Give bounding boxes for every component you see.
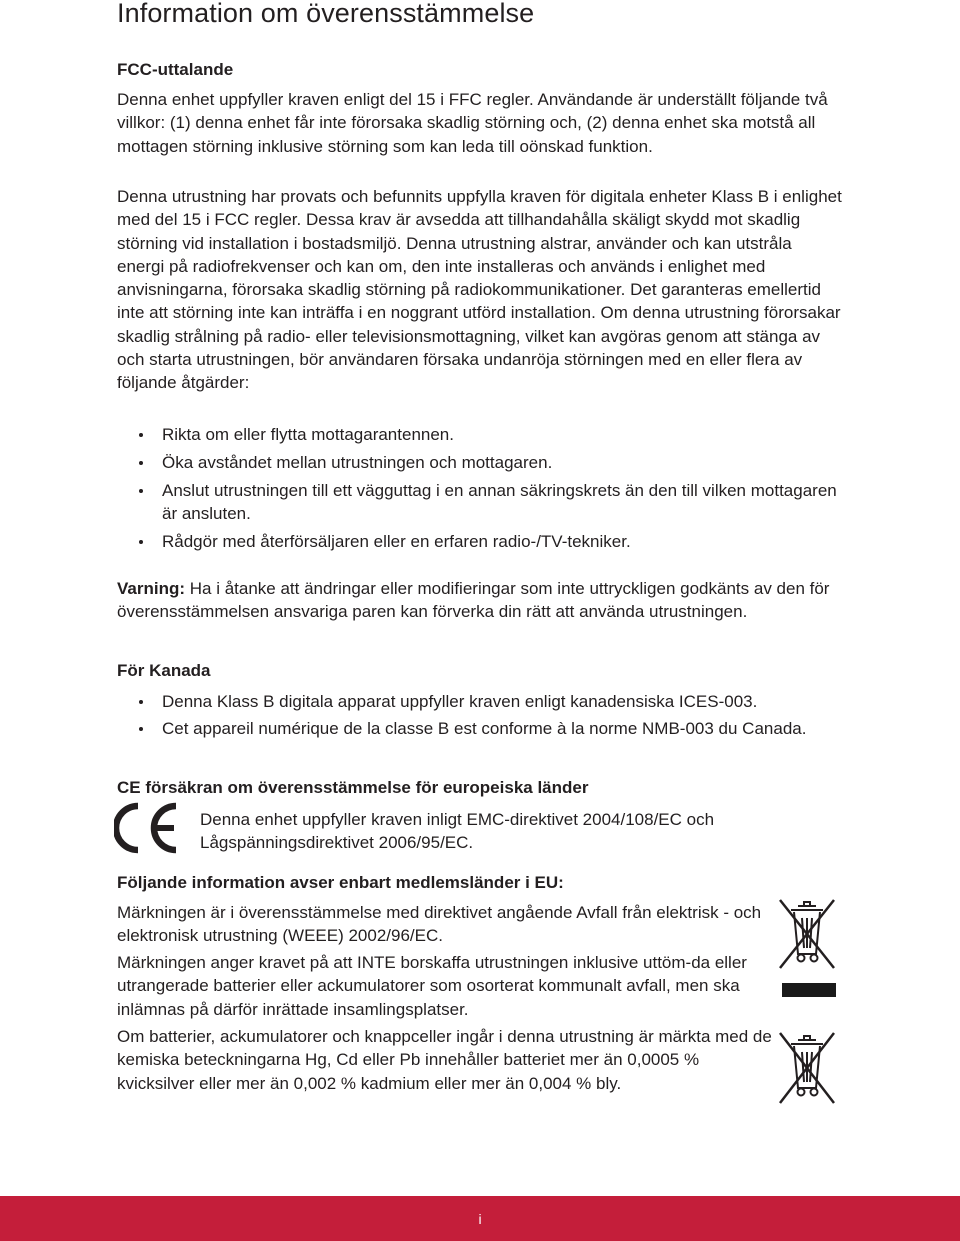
crossed-bin-icon: [776, 898, 838, 970]
eu-paragraph-2: Märkningen anger kravet på att INTE borskaffa utrustningen inklusive uttöm-da eller utrangerade batterier eller ackumulatorer som osorterat kommunalt avfall, men ska inlämnas på därför inrättade insamlingsplatser.: [117, 953, 747, 1019]
page-title: Information om överensstämmelse: [117, 0, 535, 28]
ce-mark-icon: [114, 802, 182, 854]
fcc-heading: FCC-uttalande: [117, 60, 234, 79]
fcc-paragraph-2: Denna utrustning har provats och befunnits uppfylla kraven för digitala enheter Klass B i enlighet med del 15 i FCC regler. Dessa krav är avsedda att tillhandahålla skäligt skydd mot skadlig störning vid installation i bostadsmiljö. Denna utrustning alstrar, använder och kan utstråla energi på radiofrekvenser och kan om, den inte installeras och används i enlighet med anvisningarna, förorsaka skadlig störning på radiokommunikationer. Det garanteras emellertid inte att störning inte kan inträffa i en noggrant utförd installation. Om denna utrustning förorsakar skadlig strålning på radio- eller televisionsmottagning, vilket kan avgöras genom att stänga av och starta utrustningen, bör användaren försaka undanröja störningen med en eller flera av följande åtgärder:: [117, 187, 842, 393]
fcc-measures-list: [117, 423, 842, 553]
fcc-paragraph-1: Denna enhet uppfyller kraven enligt del 15 i FFC regler. Användande är underställt följande två villkor: (1) denna enhet får inte förorsaka skadlig störning och, (2) denna enhet ska motstå all mottagen störning inklusive störning som kan leda till oönskad funktion.: [117, 90, 828, 156]
weee-separate-collection-bar: [782, 983, 836, 997]
eu-paragraph-1: Märkningen är i överensstämmelse med direktivet angående Avfall från elektrisk - och elektronisk utrustning (WEEE) 2002/96/EC.: [117, 903, 762, 946]
warning-paragraph: [117, 577, 842, 624]
page-number: i: [478, 1211, 482, 1227]
warning-text: Ha i åtanke att ändringar eller modifieringar som inte uttryckligen godkänts av den för överensstämmelsen ansvariga paren kan förverka din rätt att använda utrustningen.: [117, 579, 830, 622]
eu-paragraph-3: Om batterier, ackumulatorer och knappceller ingår i denna utrustning är märkta med de kemiska beteckningarna Hg, Cd eller Pb innehåller batteriet mer än 0,0005 % kvicksilver eller mer än 0,002 % kadmium eller mer än 0,004 % bly.: [117, 1027, 772, 1093]
list-item: Rådgör med återförsäljaren eller en erfaren radio-/TV-tekniker.: [117, 530, 842, 553]
list-item: Denna Klass B digitala apparat uppfyller kraven enligt kanadensiska ICES-003.: [117, 690, 842, 713]
list-item: Cet appareil numérique de la classe B est conforme à la norme NMB-003 du Canada.: [117, 717, 842, 740]
crossed-bin-icon: [776, 1030, 838, 1106]
canada-list: [117, 690, 842, 741]
list-item: Öka avståndet mellan utrustningen och mottagaren.: [117, 451, 842, 474]
list-item: Rikta om eller flytta mottagarantennen.: [117, 423, 842, 446]
warning-label: Varning:: [117, 579, 186, 598]
ce-text: Denna enhet uppfyller kraven inligt EMC-direktivet 2004/108/EC och Lågspänningsdirektivet 2006/95/EC.: [200, 810, 715, 853]
eu-heading: Följande information avser enbart medlemsländer i EU:: [117, 873, 564, 892]
ce-heading: CE försäkran om överensstämmelse för europeiska länder: [117, 778, 589, 797]
canada-heading: För Kanada: [117, 661, 211, 680]
list-item: Anslut utrustningen till ett vägguttag i en annan säkringskrets än den till vilken mottagaren är ansluten.: [117, 479, 842, 526]
